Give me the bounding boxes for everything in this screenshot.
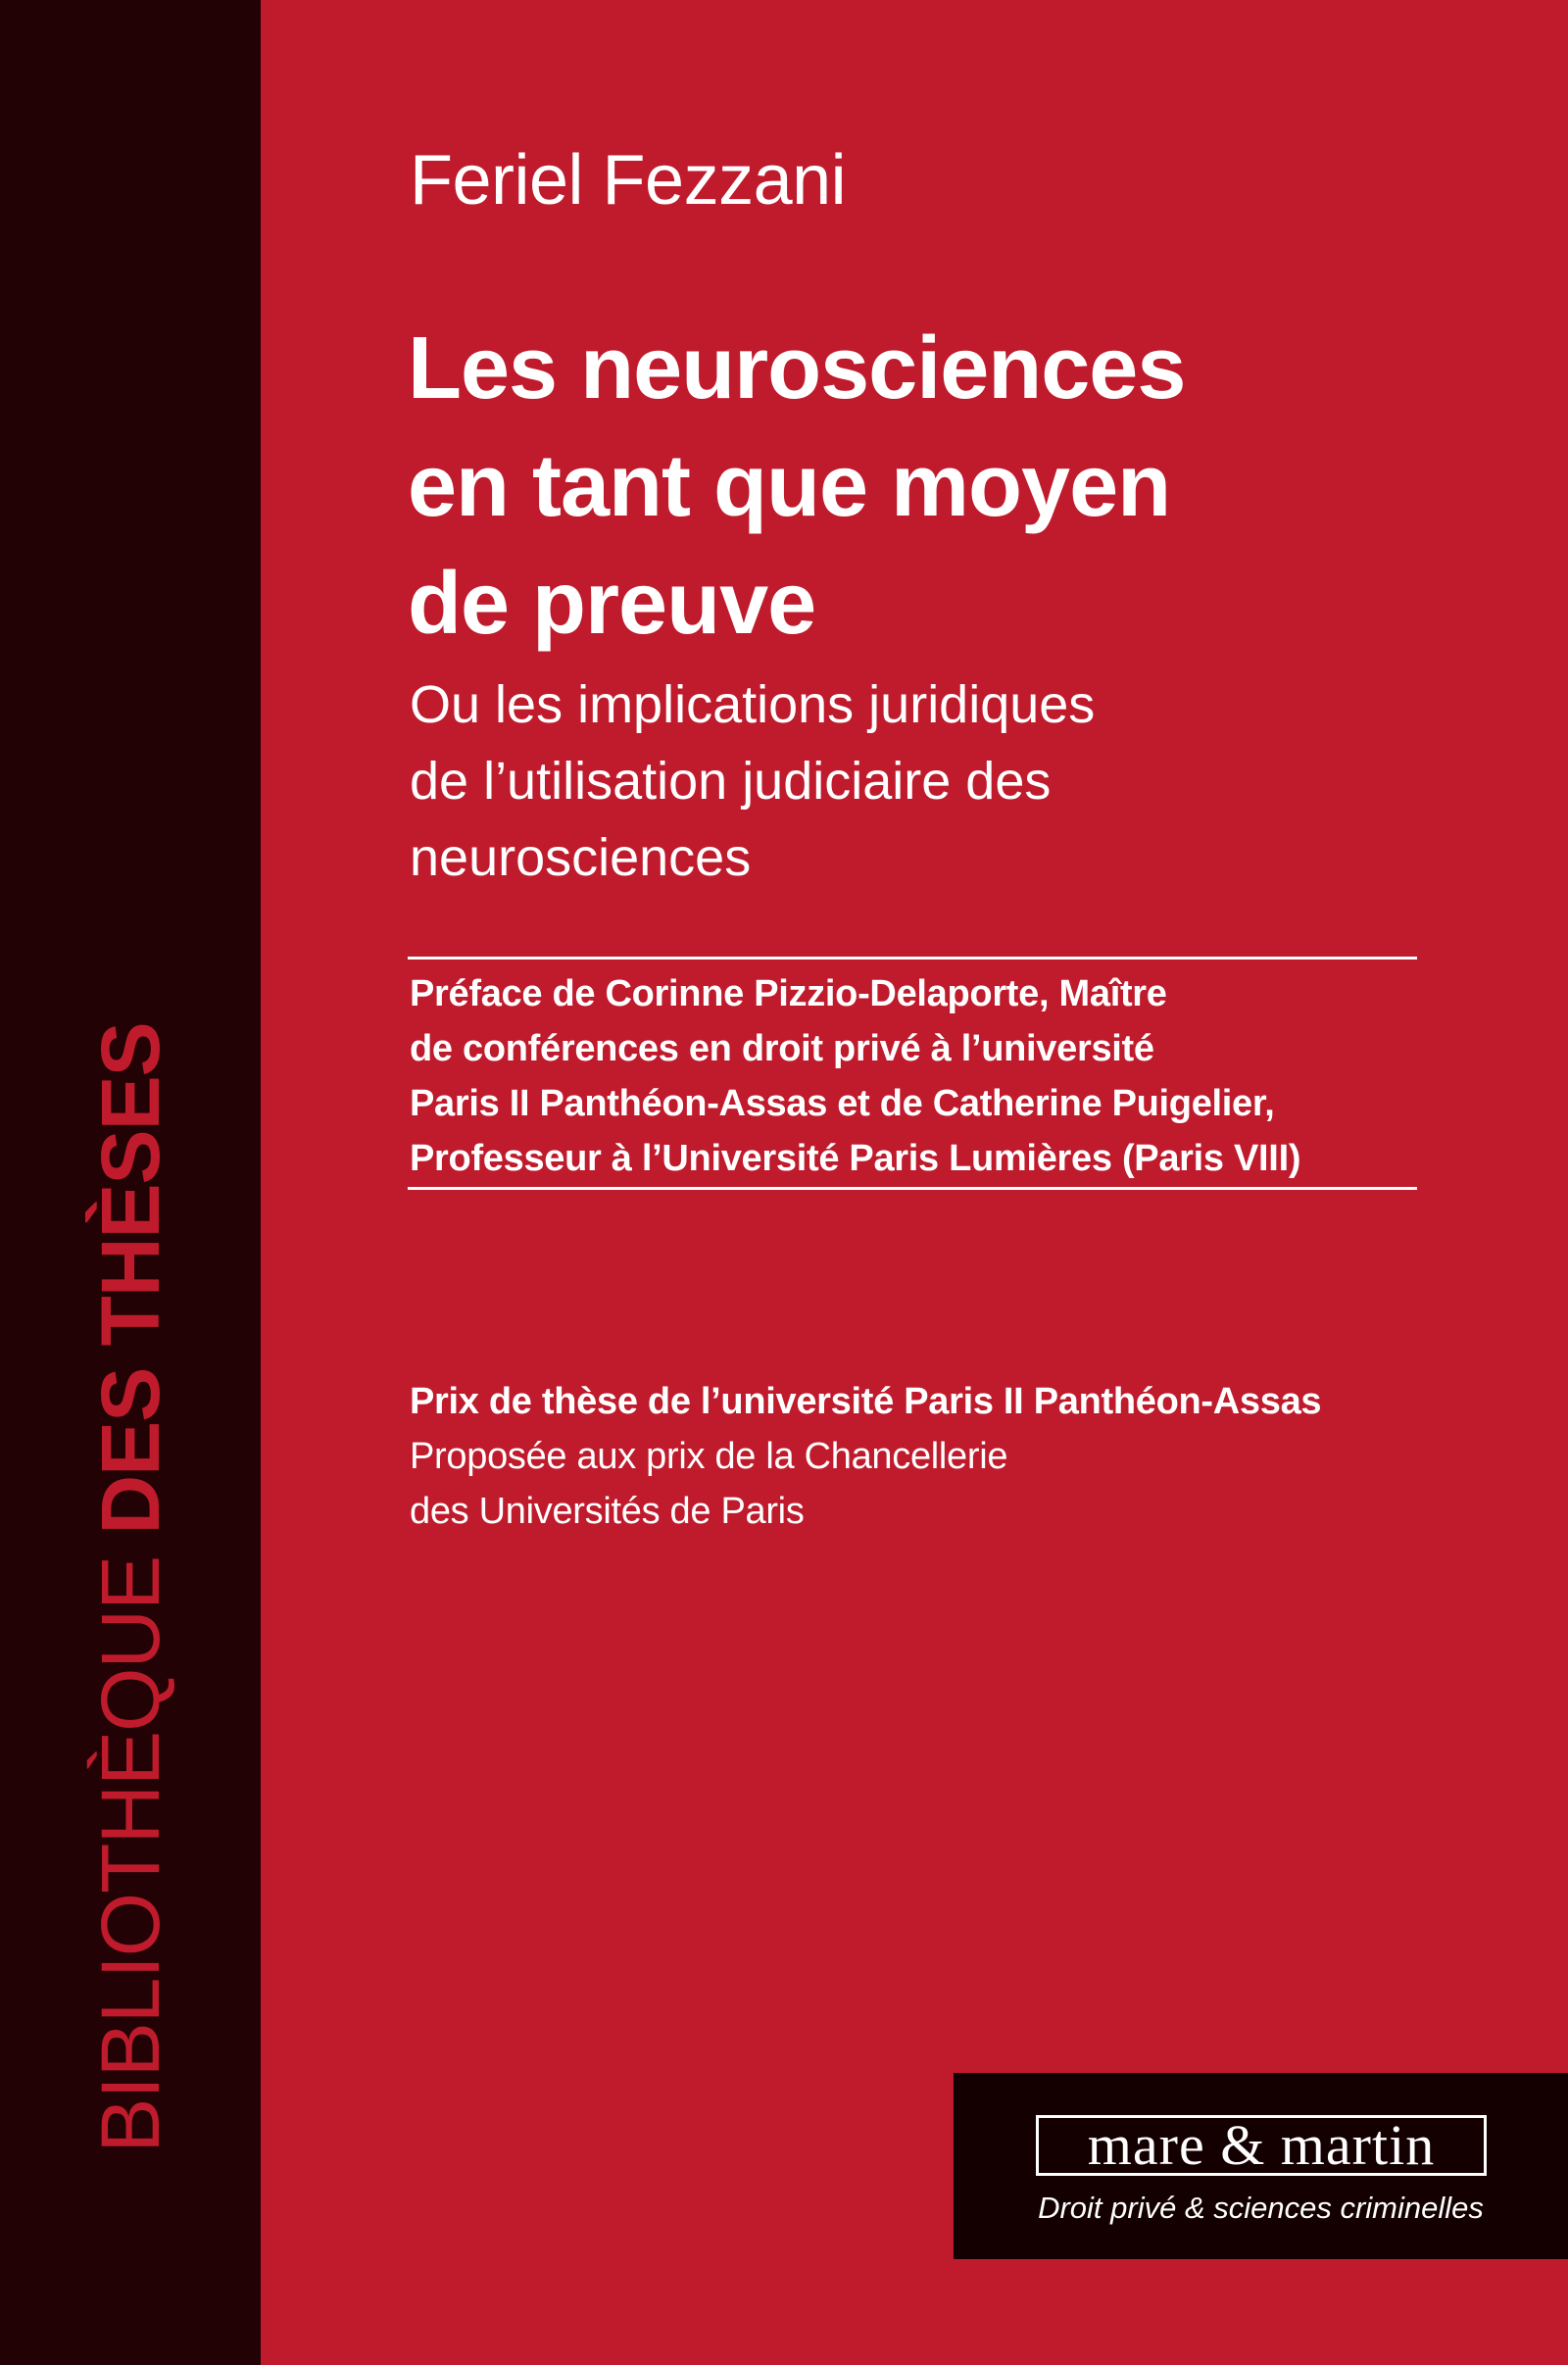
title-line: Les neurosciences [408, 320, 1186, 418]
book-subtitle [410, 666, 1390, 896]
prize-award: Prix de thèse de l’université Paris II Panthéon-Assas [410, 1381, 1322, 1422]
series-title [84, 1022, 176, 2153]
prize-info [410, 1374, 1537, 1539]
series-title-light: BIBLIOTHÈQUE [84, 1555, 176, 2153]
publisher-logo [1036, 2115, 1487, 2176]
series-band [0, 0, 261, 2365]
preface-line: Préface de Corinne Pizzio-Delaporte, Maître [410, 973, 1167, 1014]
title-line: en tant que moyen [408, 437, 1171, 535]
preface-credit [410, 966, 1419, 1186]
divider-top [408, 957, 1417, 960]
author-name: Feriel Fezzani [410, 141, 847, 220]
divider-bottom [408, 1187, 1417, 1190]
preface-line: Professeur à l’Université Paris Lumières (Paris VIII) [410, 1138, 1301, 1179]
publisher-name: mare & martin [1087, 2113, 1436, 2177]
book-title [408, 310, 1486, 663]
series-title-bold: DES THÈSES [84, 1022, 176, 1535]
prize-line: Proposée aux prix de la Chancellerie [410, 1436, 1008, 1477]
collection-name: Droit privé & sciences criminelles [1038, 2191, 1484, 2225]
subtitle-line: de l’utilisation judiciaire des [410, 752, 1052, 811]
subtitle-line: Ou les implications juridiques [410, 675, 1096, 734]
subtitle-line: neurosciences [410, 828, 752, 887]
title-line: de preuve [408, 555, 816, 653]
publisher-block [954, 2073, 1568, 2259]
prize-line: des Universités de Paris [410, 1491, 805, 1532]
preface-line: de conférences en droit privé à l’université [410, 1028, 1154, 1069]
preface-line: Paris II Panthéon-Assas et de Catherine Puigelier, [410, 1083, 1275, 1124]
